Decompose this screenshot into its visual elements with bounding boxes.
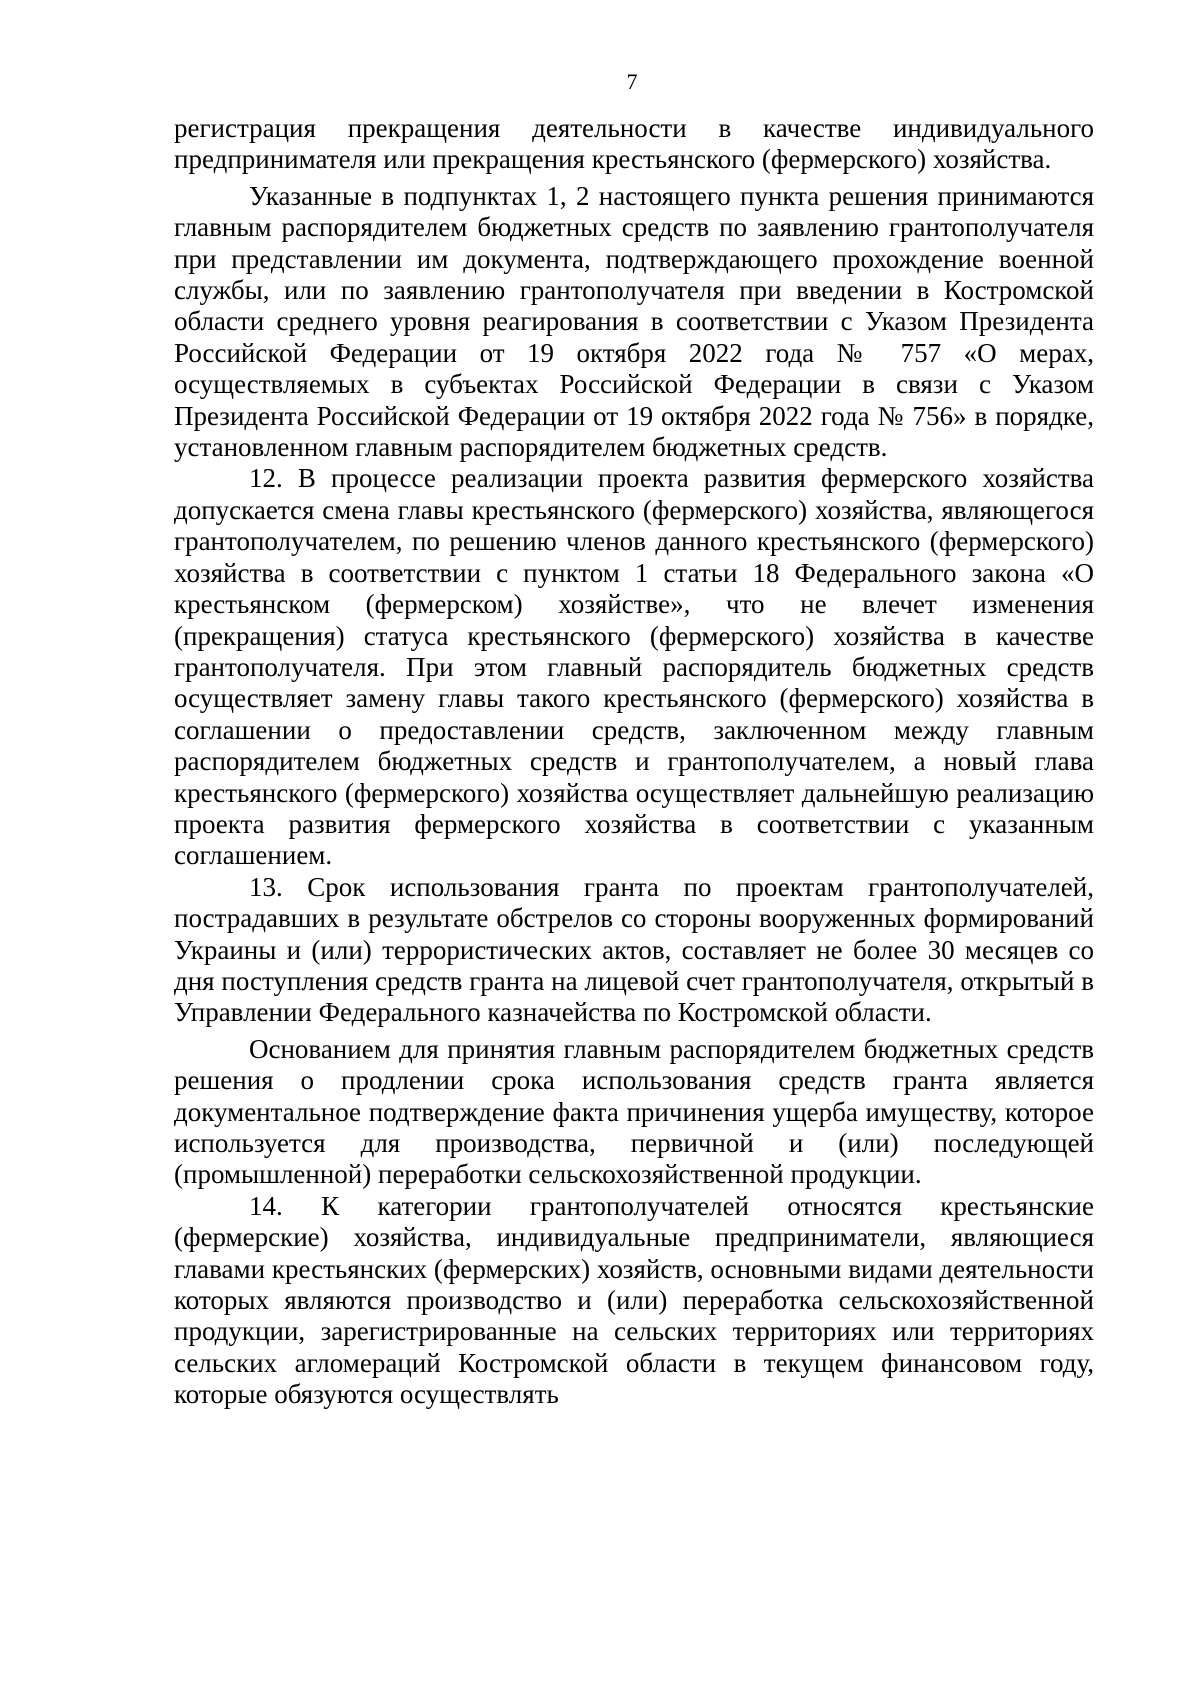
paragraph-item-14: 14. К категории грантополучателей относятся крестьянские (фермерские) хозяйства, индивидуальные предприниматели, являющиеся главами крестьянских (фермерских) хозяйств, основными видами деятельности которых являются производство и (или) переработка сельскохозяйственной продукции, зарегистрированные на сельских территориях или территориях сельских агломераций Костромской области в текущем финансовом году, которые обязуются осуществлять — [174, 1190, 1094, 1410]
paragraph-decisions: Указанные в подпунктах 1, 2 настоящего пункта решения принимаются главным распорядителем бюджетных средств по заявлению грантополучателя при представлении им документа, подтверждающего прохождение военной службы, или по заявлению грантополучателя при введении в Костромской области среднего уровня реагирования в соответствии с Указом Президента Российской Федерации от 19 октября 2022 года № 757 «О мерах, осуществляемых в субъектах Российской Федерации в связи с Указом Президента Российской Федерации от 19 октября 2022 года № 756» в порядке, установленном главным распорядителем бюджетных средств. — [174, 180, 1094, 463]
paragraph-item-12: 12. В процессе реализации проекта развития фермерского хозяйства допускается смена главы крестьянского (фермерского) хозяйства, являющегося грантополучателем, по решению членов данного крестьянского (фермерского) хозяйства в соответствии с пунктом 1 статьи 18 Федерального закона «О крестьянском (фермерском) хозяйстве», что не влечет изменения (прекращения) статуса крестьянского (фермерского) хозяйства в качестве грантополучателя. При этом главный распорядитель бюджетных средств осуществляет замену главы такого крестьянского (фермерского) хозяйства в соглашении о предоставлении средств, заключенном между главным распорядителем бюджетных средств и грантополучателем, а новый глава крестьянского (фермерского) хозяйства осуществляет дальнейшую реализацию проекта развития фермерского хозяйства в соответствии с указанным соглашением. — [174, 463, 1094, 871]
paragraph-continuation: регистрация прекращения деятельности в качестве индивидуального предпринимателя или прекращения крестьянского (фермерского) хозяйства. — [174, 113, 1094, 175]
paragraph-extension-basis: Основанием для принятия главным распорядителем бюджетных средств решения о продлении срока использования средств гранта является документальное подтверждение факта причинения ущерба имуществу, которое используется для производства, первичной и (или) последующей (промышленной) переработки сельскохозяйственной продукции. — [174, 1033, 1094, 1190]
page-number: 7 — [626, 69, 638, 94]
paragraph-item-13: 13. Срок использования гранта по проектам грантополучателей, пострадавших в результате обстрелов со стороны вооруженных формирований Украины и (или) террористических актов, составляет не более 30 месяцев со дня поступления средств гранта на лицевой счет грантополучателя, открытый в Управлении Федерального казначейства по Костромской области. — [174, 871, 1094, 1028]
document-body — [174, 113, 1094, 1411]
